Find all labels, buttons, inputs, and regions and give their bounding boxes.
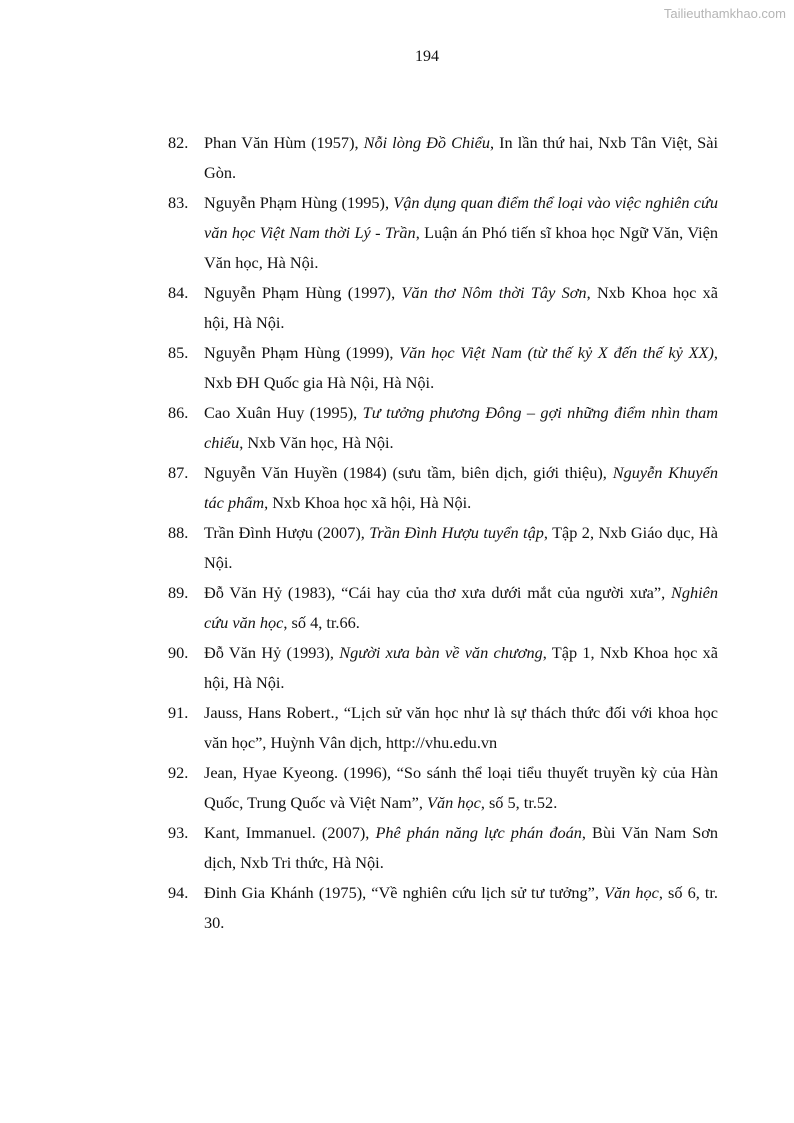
reference-segment: , Bùi Văn Nam Sơn dịch, Nxb Tri thức, Hà Nội.: [204, 823, 718, 872]
reference-segment: Trần Đình Hượu (2007),: [204, 523, 370, 542]
reference-segment: Đỗ Văn Hỷ (1983), “Cái hay của thơ xưa dưới mắt của người xưa”,: [204, 583, 671, 602]
reference-text: [204, 458, 718, 518]
reference-number: 93.: [168, 823, 189, 842]
reference-item: [168, 818, 718, 878]
reference-number: 86.: [168, 403, 189, 422]
reference-title: Văn học: [604, 883, 659, 902]
reference-text: [204, 818, 718, 878]
reference-number: 90.: [168, 643, 189, 662]
reference-segment: Nguyễn Văn Huyền (1984) (sưu tầm, biên dịch, giới thiệu),: [204, 463, 613, 482]
reference-segment: , Nxb Khoa học xã hội, Hà Nội.: [204, 283, 719, 332]
reference-item: [168, 878, 718, 938]
reference-item: [168, 518, 718, 578]
reference-segment: , Tập 1, Nxb Khoa học xã hội, Hà Nội.: [204, 643, 718, 692]
reference-text: [204, 398, 718, 458]
reference-text: [204, 518, 718, 578]
reference-number: 85.: [168, 343, 189, 362]
reference-number: 87.: [168, 463, 189, 482]
reference-text: [204, 338, 718, 398]
reference-text: [204, 188, 718, 278]
reference-text: [204, 638, 718, 698]
reference-title: Người xưa bàn về văn chương: [339, 643, 543, 662]
reference-segment: , số 6, tr. 30.: [204, 883, 718, 932]
reference-item: [168, 458, 718, 518]
reference-number: 91.: [168, 703, 189, 722]
reference-title: Nỗi lòng Đồ Chiểu: [363, 133, 490, 152]
reference-segment: , Luận án Phó tiến sĩ khoa học Ngữ Văn, Viện Văn học, Hà Nội.: [204, 223, 718, 272]
reference-text: [204, 278, 718, 338]
reference-text: [204, 878, 718, 938]
reference-title: Phê phán năng lực phán đoán: [375, 823, 582, 842]
reference-segment: , Tập 2, Nxb Giáo dục, Hà Nội.: [204, 523, 718, 572]
reference-title: Văn học Việt Nam (từ thế kỷ X đến thế kỷ XX): [399, 343, 714, 362]
reference-item: [168, 638, 718, 698]
reference-segment: , Nxb Khoa học xã hội, Hà Nội.: [264, 493, 472, 512]
reference-list: [168, 128, 718, 938]
reference-text: [204, 128, 718, 188]
reference-title: Vận dụng quan điểm thể loại vào việc nghiên cứu văn học Việt Nam thời Lý - Trần: [204, 193, 718, 242]
reference-title: Nguyễn Khuyến tác phẩm: [204, 463, 719, 512]
reference-text: [204, 578, 718, 638]
reference-segment: Cao Xuân Huy (1995),: [204, 403, 363, 422]
reference-item: [168, 578, 718, 638]
reference-title: Tư tưởng phương Đông – gợi những điểm nhìn tham chiếu: [204, 403, 718, 452]
reference-title: Nghiên cứu văn học: [204, 583, 718, 632]
reference-item: [168, 128, 718, 188]
reference-number: 83.: [168, 193, 189, 212]
reference-segment: Nguyễn Phạm Hùng (1999),: [204, 343, 400, 362]
reference-number: 89.: [168, 583, 189, 602]
reference-item: [168, 698, 718, 758]
page-number: 194: [415, 48, 439, 65]
reference-item: [168, 338, 718, 398]
reference-segment: Đỗ Văn Hỷ (1993),: [204, 643, 340, 662]
reference-segment: , số 4, tr.66.: [283, 613, 360, 632]
watermark: Tailieuthamkhao.com: [663, 6, 786, 21]
reference-title: Trần Đình Hượu tuyển tập: [369, 523, 544, 542]
reference-text: [204, 758, 718, 818]
reference-segment: Đinh Gia Khánh (1975), “Về nghiên cứu lịch sử tư tưởng”,: [204, 883, 605, 902]
reference-item: [168, 758, 718, 818]
reference-number: 94.: [168, 883, 189, 902]
reference-segment: , Nxb ĐH Quốc gia Hà Nội, Hà Nội.: [204, 343, 718, 392]
reference-item: [168, 398, 718, 458]
reference-segment: Phan Văn Hùm (1957),: [204, 133, 364, 152]
reference-segment: , In lần thứ hai, Nxb Tân Việt, Sài Gòn.: [204, 133, 718, 182]
reference-number: 92.: [168, 763, 189, 782]
reference-title: Văn học: [427, 793, 481, 812]
reference-segment: Nguyễn Phạm Hùng (1995),: [204, 193, 394, 212]
reference-segment: Jean, Hyae Kyeong. (1996), “So sánh thể loại tiểu thuyết truyền kỳ của Hàn Quốc, Trung Quốc và Việt Nam”,: [204, 763, 718, 812]
reference-segment: Nguyễn Phạm Hùng (1997),: [204, 283, 402, 302]
reference-segment: , Nxb Văn học, Hà Nội.: [239, 433, 394, 452]
reference-segment: Jauss, Hans Robert., “Lịch sử văn học như là sự thách thức đối với khoa học văn học”, Huỳnh Vân dịch, http://vhu.edu.vn: [204, 703, 718, 752]
reference-text: [204, 698, 718, 758]
reference-number: 82.: [168, 133, 189, 152]
reference-title: Văn thơ Nôm thời Tây Sơn: [401, 283, 587, 302]
reference-number: 84.: [168, 283, 189, 302]
reference-segment: Kant, Immanuel. (2007),: [204, 823, 376, 842]
reference-number: 88.: [168, 523, 189, 542]
reference-item: [168, 278, 718, 338]
reference-item: [168, 188, 718, 278]
reference-segment: , số 5, tr.52.: [480, 793, 558, 812]
